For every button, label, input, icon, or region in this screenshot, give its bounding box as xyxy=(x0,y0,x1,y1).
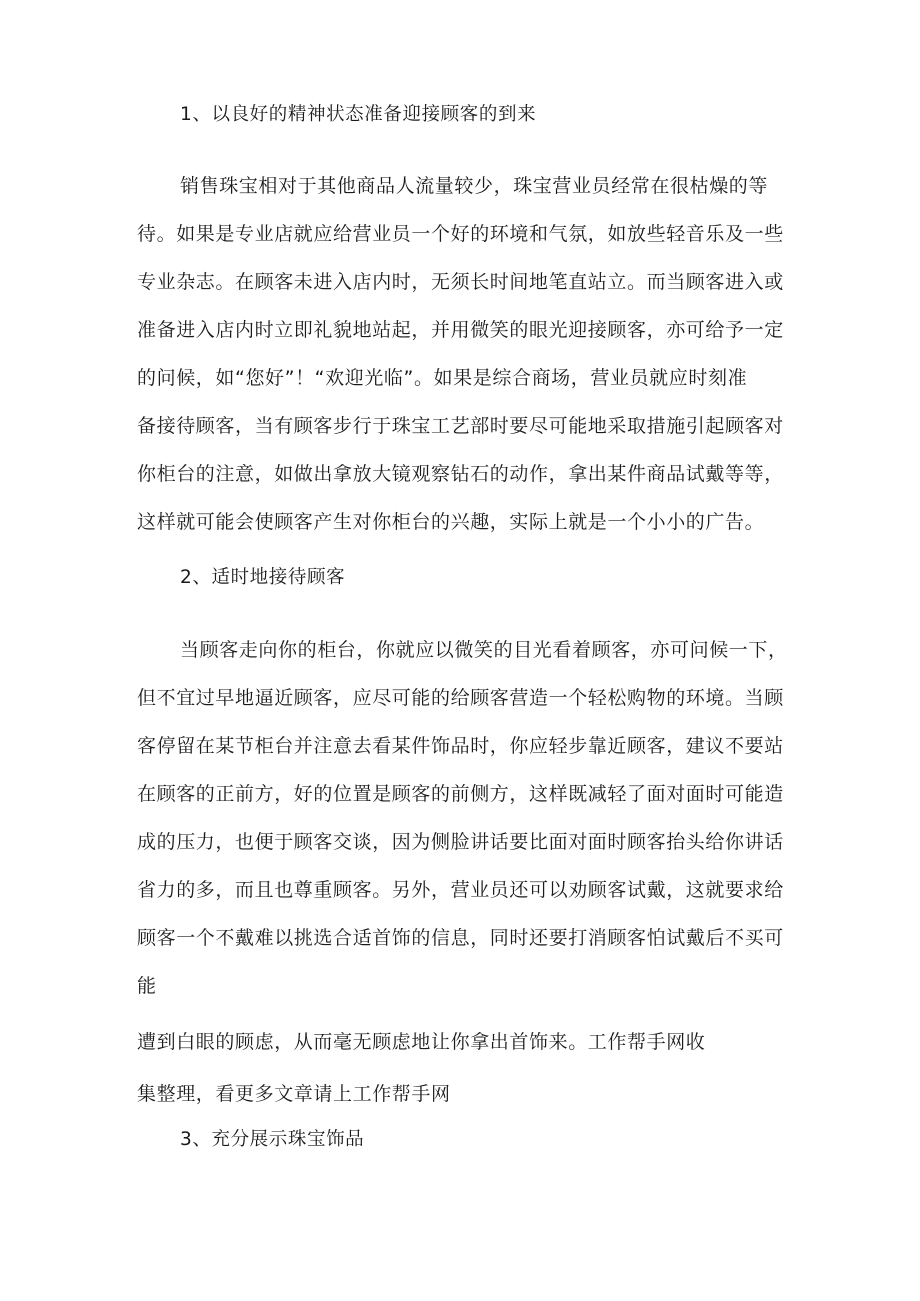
section-2-paragraph-line: 集整理，看更多文章请上工作帮手网 xyxy=(137,1083,451,1105)
section-2-paragraph-line: 但不宜过早地逼近顾客，应尽可能的给顾客营造一个轻松购物的环境。当顾 xyxy=(137,687,784,709)
section-2-paragraph-line: 客停留在某节柜台并注意去看某件饰品时，你应轻步靠近顾客，建议不要站 xyxy=(137,735,784,757)
section-1-paragraph-line: 待。如果是专业店就应给营业员一个好的环境和气氛，如放些轻音乐及一些 xyxy=(137,223,784,245)
section-2-heading: 2、适时地接待顾客 xyxy=(180,567,346,588)
section-1-paragraph-line: 的问候，如“您好”！“欢迎光临”。如果是综合商场，营业员就应时刻准 xyxy=(137,367,748,389)
section-1-paragraph-line: 这样就可能会使顾客产生对你柜台的兴趣，实际上就是一个小小的广告。 xyxy=(137,511,765,533)
section-1-paragraph-line: 备接待顾客，当有顾客步行于珠宝工艺部时要尽可能地采取措施引起顾客对 xyxy=(137,415,784,437)
section-1-paragraph-line: 准备进入店内时立即礼貌地站起，并用微笑的眼光迎接顾客，亦可给予一定 xyxy=(137,319,784,341)
section-2-paragraph-line: 成的压力，也便于顾客交谈，因为侧脸讲话要比面对面时顾客抬头给你讲话 xyxy=(137,831,784,853)
section-2-paragraph-line: 在顾客的正前方，好的位置是顾客的前侧方，这样既减轻了面对面时可能造 xyxy=(137,783,784,805)
section-2-paragraph-line: 遭到白眼的顾虑，从而毫无顾虑地让你拿出首饰来。工作帮手网收 xyxy=(137,1031,706,1053)
section-1-paragraph-line: 你柜台的注意，如做出拿放大镜观察钻石的动作，拿出某件商品试戴等等， xyxy=(137,463,784,485)
section-2-paragraph-line: 能 xyxy=(137,975,157,997)
section-2-paragraph-line: 顾客一个不戴难以挑选合适首饰的信息，同时还要打消顾客怕试戴后不买可 xyxy=(137,927,784,949)
section-2-paragraph-line: 当顾客走向你的柜台，你就应以微笑的目光看着顾客，亦可问候一下， xyxy=(180,639,788,661)
section-1-paragraph-line: 专业杂志。在顾客未进入店内时，无须长时间地笔直站立。而当顾客进入或 xyxy=(137,271,784,293)
section-3-heading: 3、充分展示珠宝饰品 xyxy=(180,1129,365,1150)
section-1-paragraph-line: 销售珠宝相对于其他商品人流量较少，珠宝营业员经常在很枯燥的等 xyxy=(180,175,769,197)
section-2-paragraph-line: 省力的多，而且也尊重顾客。另外，营业员还可以劝顾客试戴，这就要求给 xyxy=(137,879,784,901)
section-1-heading: 1、以良好的精神状态准备迎接顾客的到来 xyxy=(180,104,537,125)
